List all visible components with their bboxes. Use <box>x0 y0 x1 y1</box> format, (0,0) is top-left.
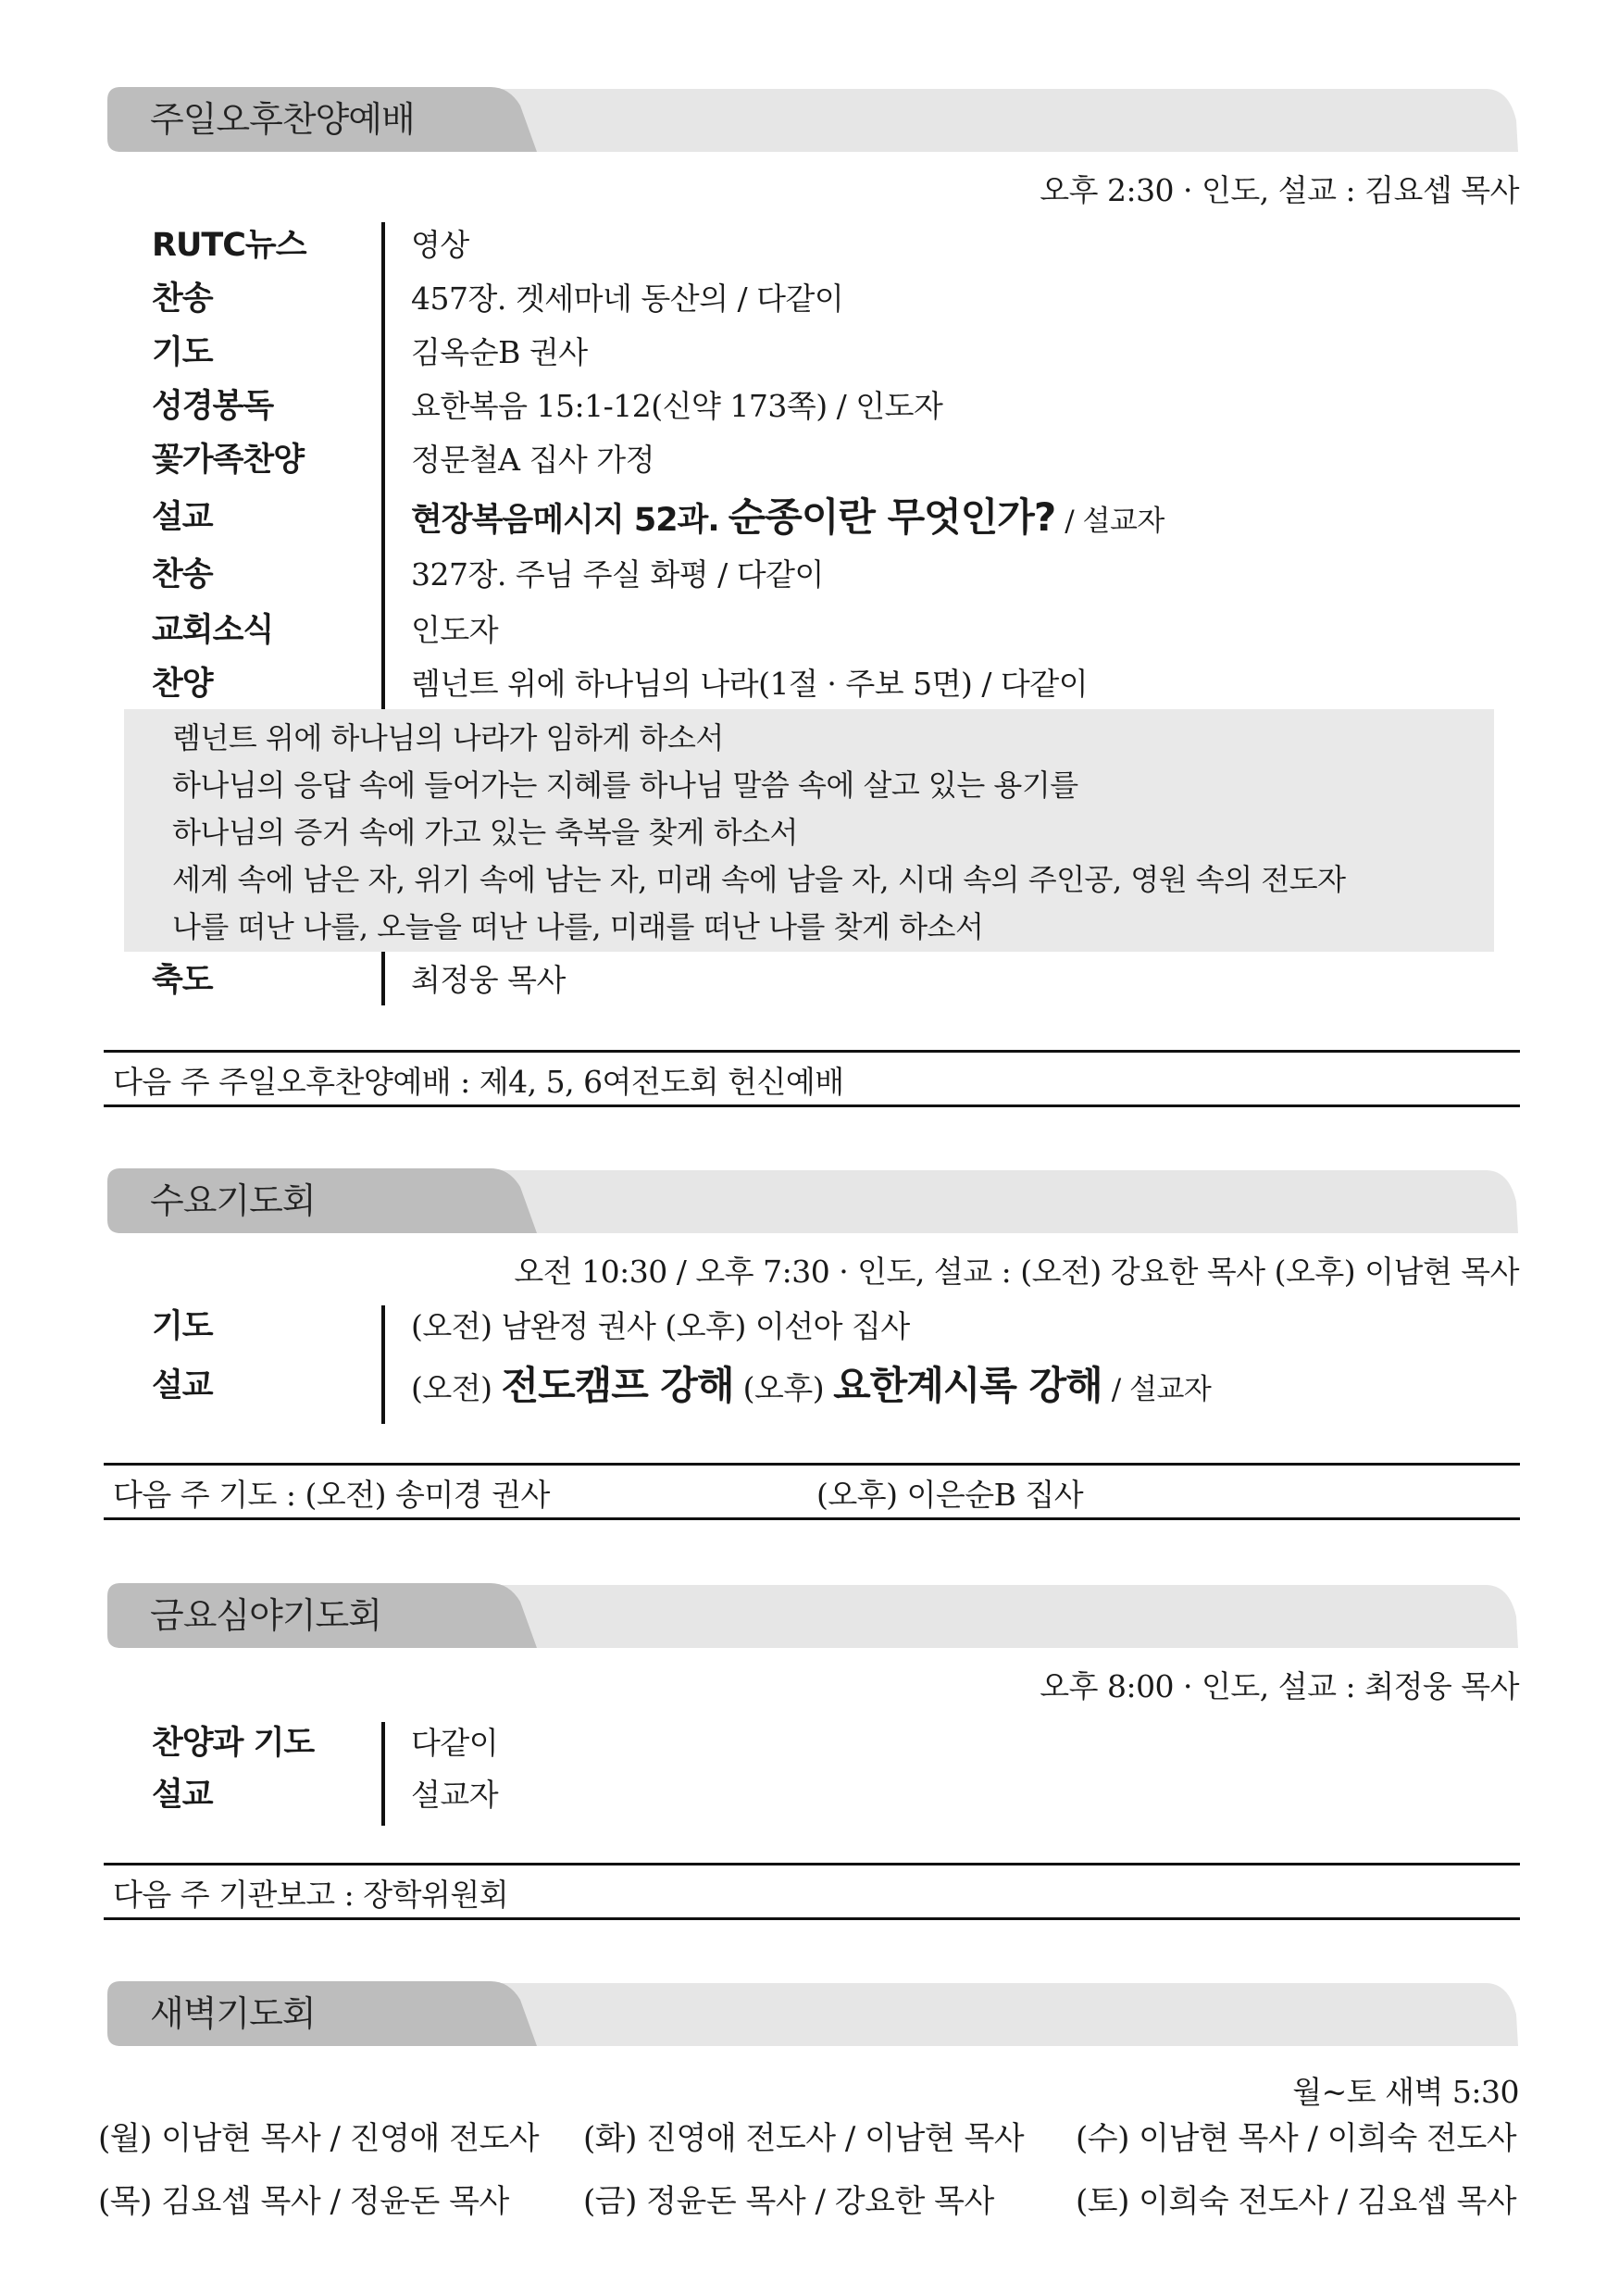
dawn-schedule-item: (수) 이남현 목사 / 이희숙 전도사 <box>1076 2120 1517 2157</box>
order-label: 꽃가족찬양 <box>152 442 305 479</box>
next-week-text: 다음 주 기관보고 : 장학위원회 <box>113 1877 509 1913</box>
pm-sermon-title: 요한계시록 강해 <box>833 1363 1102 1408</box>
order-label: 기도 <box>152 1308 213 1345</box>
order-label: 교회소식 <box>152 612 274 649</box>
order-row <box>0 1716 1619 1770</box>
am-sermon-title: 전도캠프 강해 <box>501 1363 734 1408</box>
order-label: 축도 <box>152 962 213 999</box>
next-week-notice <box>104 1463 1520 1520</box>
order-value: 다같이 <box>411 1725 499 1761</box>
dawn-schedule-item: (월) 이남현 목사 / 진영애 전도사 <box>98 2120 540 2157</box>
lyric-line: 하나님의 응답 속에 들어가는 지혜를 하나님 말씀 속에 살고 있는 용기를 <box>172 767 1078 803</box>
order-label: 성경봉독 <box>152 388 274 425</box>
sermon-speaker: / 설교자 <box>1111 1373 1212 1406</box>
order-row <box>0 604 1619 657</box>
sermon-speaker: / 설교자 <box>1065 505 1164 538</box>
service-info: 오후 8:00 · 인도, 설교 : 최정웅 목사 <box>1040 1668 1519 1704</box>
next-week-prayer-pm: (오후) 이은순B 집사 <box>816 1477 1084 1513</box>
order-label: 설교 <box>152 1367 213 1404</box>
dawn-schedule-item: (금) 정윤돈 목사 / 강요한 목사 <box>583 2183 994 2220</box>
order-value: 설교자 <box>411 1777 499 1813</box>
order-label: 설교 <box>152 499 213 536</box>
order-label: 찬양과 기도 <box>152 1725 315 1762</box>
section-title: 새벽기도회 <box>150 1993 316 2034</box>
order-row <box>0 380 1619 433</box>
service-info: 월~토 새벽 5:30 <box>1292 2074 1519 2110</box>
lyric-line: 렘넌트 위에 하나님의 나라가 임하게 하소서 <box>172 720 724 755</box>
order-row <box>0 548 1619 602</box>
order-value <box>411 1359 1211 1416</box>
service-info: 오전 10:30 / 오후 7:30 · 인도, 설교 : (오전) 강요한 목사 (오후) 이남현 목사 <box>514 1254 1519 1290</box>
order-label: 찬양 <box>152 666 213 703</box>
order-value: 요한복음 15:1-12(신약 173쪽) / 인도자 <box>411 388 943 424</box>
order-row <box>0 272 1619 326</box>
order-value: 정문철A 집사 가정 <box>411 442 654 478</box>
order-value: 김옥순B 권사 <box>411 334 588 370</box>
next-week-prayer-am: 다음 주 기도 : (오전) 송미경 권사 <box>113 1477 550 1513</box>
section-title: 수요기도회 <box>150 1180 316 1221</box>
order-value: 327장. 주님 주실 화평 / 다같이 <box>411 556 824 593</box>
section-title: 금요심야기도회 <box>150 1595 381 1636</box>
section-title: 주일오후찬양예배 <box>150 99 415 140</box>
sermon-series: 현장복음메시지 52과. <box>411 502 719 539</box>
section-header-sunday <box>102 83 1518 159</box>
dawn-schedule-item: (토) 이희숙 전도사 / 김요셉 목사 <box>1076 2183 1517 2220</box>
order-row <box>0 326 1619 380</box>
benediction-row <box>0 954 1619 1007</box>
order-value: (오전) 남완정 권사 (오후) 이선아 집사 <box>411 1308 910 1344</box>
order-row <box>0 657 1619 711</box>
am-tag: (오전) <box>411 1370 492 1406</box>
dawn-schedule-item: (화) 진영애 전도사 / 이남현 목사 <box>583 2120 1025 2157</box>
order-value: 영상 <box>411 227 469 263</box>
lyric-line: 세계 속에 남은 자, 위기 속에 남는 자, 미래 속에 남을 자, 시대 속의 주인공, 영원 속의 전도자 <box>172 862 1346 897</box>
service-info: 오후 2:30 · 인도, 설교 : 김요셉 목사 <box>1040 172 1519 208</box>
sermon-title: 순종이란 무엇인가? <box>728 494 1056 540</box>
order-value <box>411 491 1164 548</box>
order-row <box>0 1768 1619 1822</box>
section-header-wednesday <box>102 1165 1518 1241</box>
lyrics-box <box>124 709 1494 952</box>
order-value: 인도자 <box>411 612 499 648</box>
order-label: 설교 <box>152 1777 213 1814</box>
sermon-row <box>0 491 1619 544</box>
pm-tag: (오후) <box>742 1370 825 1406</box>
section-header-dawn <box>102 1978 1518 2053</box>
dawn-schedule-item: (목) 김요셉 목사 / 정윤돈 목사 <box>98 2183 509 2220</box>
order-row <box>0 1300 1619 1354</box>
order-label: RUTC뉴스 <box>152 227 306 264</box>
order-label: 찬송 <box>152 556 213 593</box>
order-value: 최정웅 목사 <box>411 962 566 998</box>
order-row <box>0 218 1619 272</box>
order-label: 기도 <box>152 334 213 371</box>
order-value: 457장. 겟세마네 동산의 / 다같이 <box>411 281 844 317</box>
order-label: 찬송 <box>152 281 213 318</box>
next-week-text: 다음 주 주일오후찬양예배 : 제4, 5, 6여전도회 헌신예배 <box>113 1064 844 1100</box>
lyric-line: 나를 떠난 나를, 오늘을 떠난 나를, 미래를 떠난 나를 찾게 하소서 <box>172 909 984 944</box>
order-value: 렘넌트 위에 하나님의 나라(1절 · 주보 5면) / 다같이 <box>411 666 1089 702</box>
lyric-line: 하나님의 증거 속에 가고 있는 축복을 찾게 하소서 <box>172 815 798 850</box>
order-row <box>0 433 1619 487</box>
next-week-notice <box>104 1863 1520 1920</box>
sermon-row <box>0 1359 1619 1413</box>
section-header-friday <box>102 1579 1518 1655</box>
next-week-notice <box>104 1050 1520 1107</box>
